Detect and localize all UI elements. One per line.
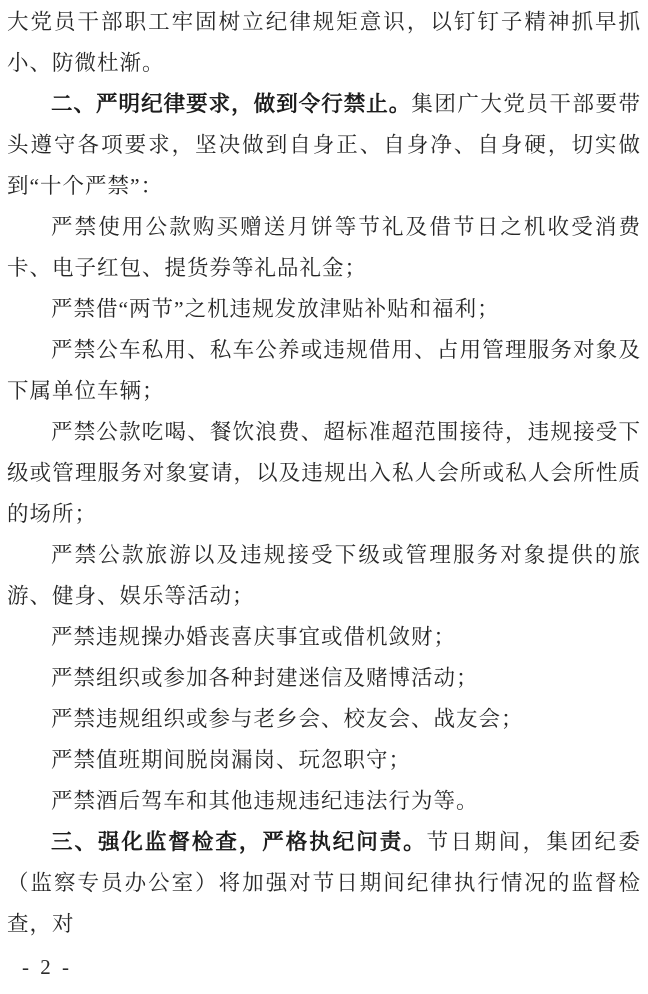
paragraph-text: 严禁违规操办婚丧喜庆事宜或借机敛财； xyxy=(51,625,457,649)
prohibition-item-6 xyxy=(7,617,641,658)
section-2-heading-paragraph xyxy=(7,84,641,207)
paragraph-text: 严禁组织或参加各种封建迷信及赌博活动； xyxy=(51,666,479,690)
section-3-heading-paragraph xyxy=(7,822,641,945)
paragraph-text: 严禁使用公款购买赠送月饼等节礼及借节日之机收受消费卡、电子红包、提货券等礼品礼金； xyxy=(7,215,641,280)
paragraph-text: 严禁值班期间脱岗漏岗、玩忽职守； xyxy=(51,748,412,772)
prohibition-item-4 xyxy=(7,412,641,535)
prohibition-item-5 xyxy=(7,535,641,617)
page-number: - 2 - xyxy=(22,955,72,979)
paragraph-text: 严禁酒后驾车和其他违规违纪违法行为等。 xyxy=(51,789,479,813)
paragraph-text: 严禁违规组织或参与老乡会、校友会、战友会； xyxy=(51,707,524,731)
prohibition-item-8 xyxy=(7,699,641,740)
prohibition-item-10 xyxy=(7,781,641,822)
paragraph-continuation xyxy=(7,2,641,84)
paragraph-text: 严禁借“两节”之机违规发放津贴补贴和福利； xyxy=(51,297,500,321)
document-body xyxy=(7,2,641,945)
prohibition-item-1 xyxy=(7,207,641,289)
section-3-heading: 三、强化监督检查，严格执纪问责。 xyxy=(51,830,427,854)
paragraph-text: 集团广大党员干部要带头遵守各项要求，坚决做到自身正、自身净、自身硬，切实做到“十个严禁”： xyxy=(7,92,641,198)
prohibition-item-2 xyxy=(7,289,641,330)
paragraph-text: 大党员干部职工牢固树立纪律规矩意识，以钉钉子精神抓早抓小、防微杜渐。 xyxy=(7,10,641,75)
prohibition-item-9 xyxy=(7,740,641,781)
paragraph-text: 严禁公车私用、私车公养或违规借用、占用管理服务对象及下属单位车辆； xyxy=(7,338,641,403)
paragraph-text: 节日期间，集团纪委（监察专员办公室）将加强对节日期间纪律执行情况的监督检查，对 xyxy=(7,830,641,936)
paragraph-text: 严禁公款吃喝、餐饮浪费、超标准超范围接待，违规接受下级或管理服务对象宴请，以及违规出入私人会所或私人会所性质的场所； xyxy=(7,420,641,526)
prohibition-item-7 xyxy=(7,658,641,699)
prohibition-item-3 xyxy=(7,330,641,412)
paragraph-text: 严禁公款旅游以及违规接受下级或管理服务对象提供的旅游、健身、娱乐等活动； xyxy=(7,543,641,608)
section-2-heading: 二、严明纪律要求，做到令行禁止。 xyxy=(51,92,412,116)
